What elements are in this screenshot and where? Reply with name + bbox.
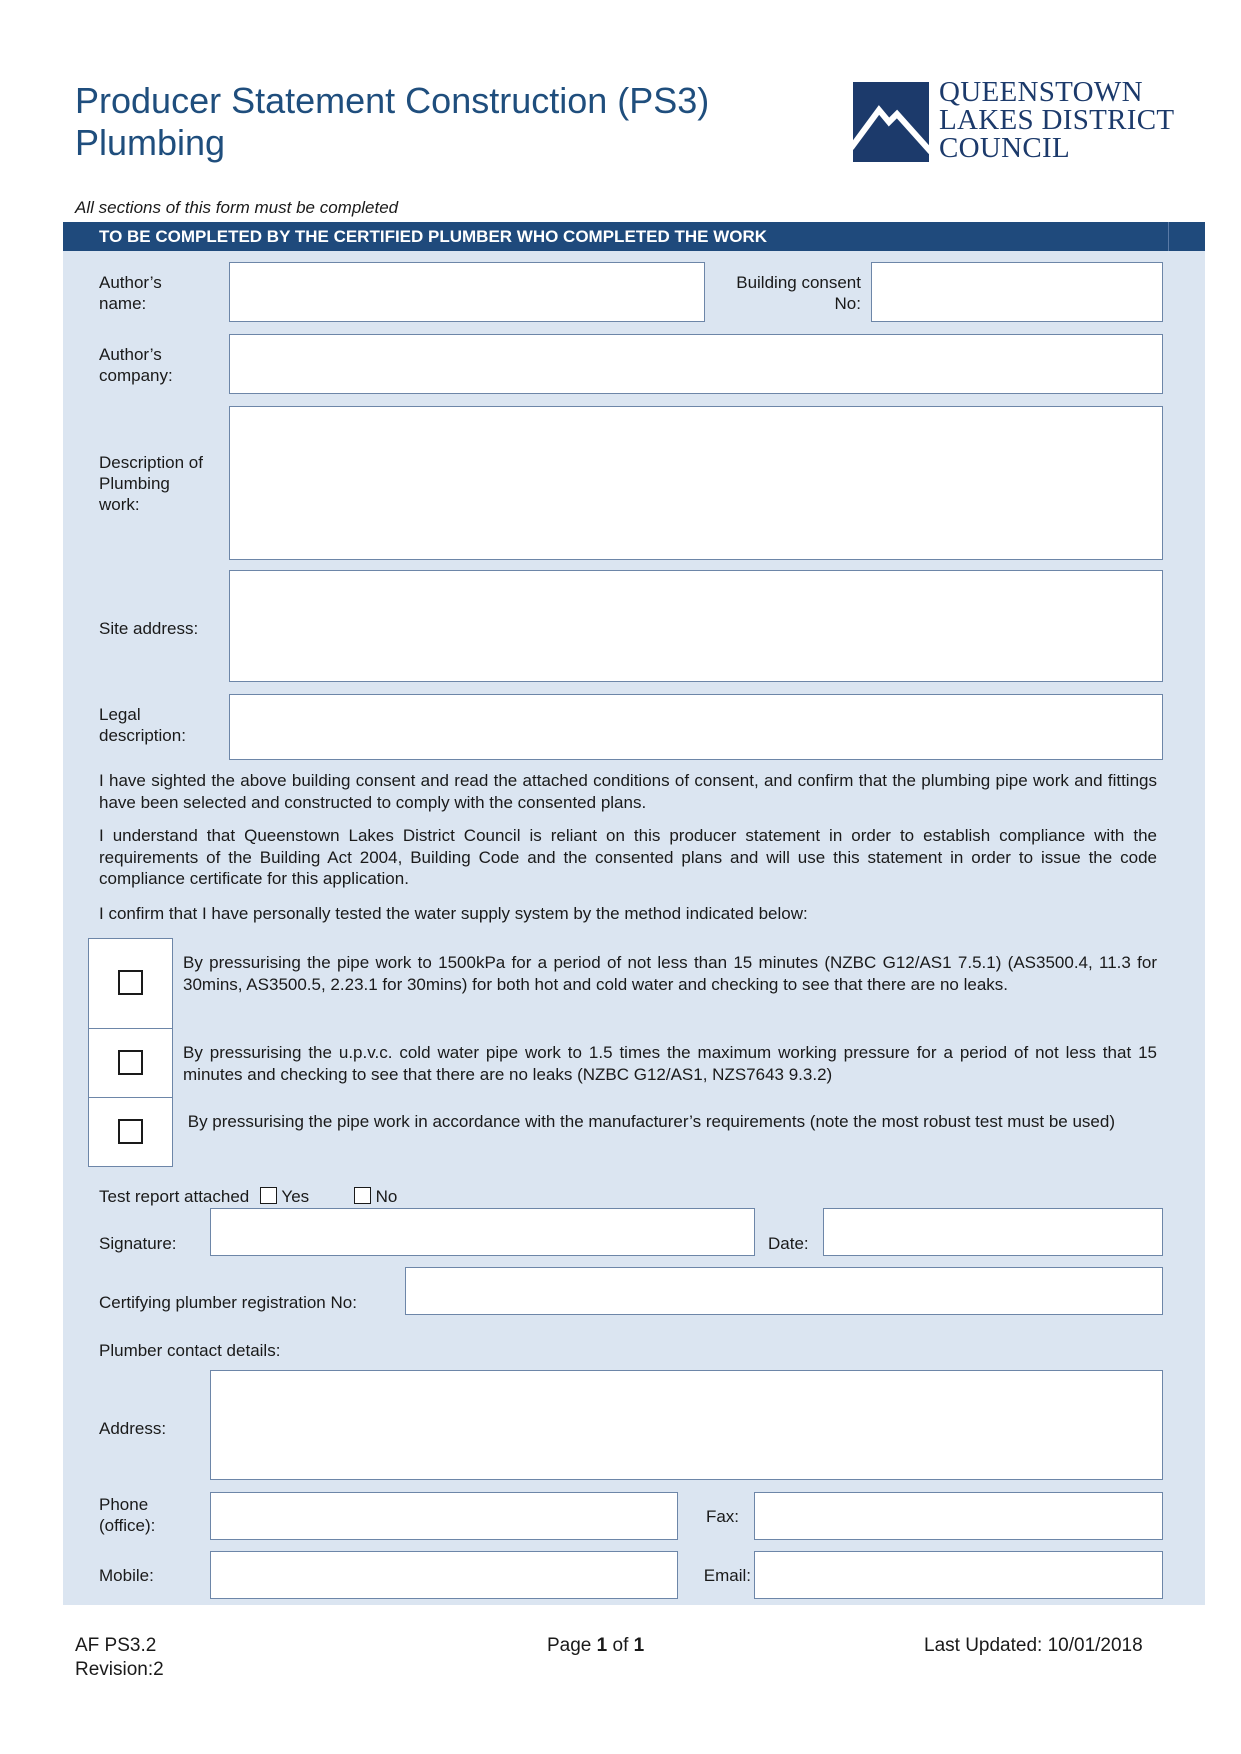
test-report-yes-checkbox[interactable]: [260, 1187, 277, 1204]
contact-address-label: Address:: [99, 1419, 167, 1438]
label-line: Description of: [99, 453, 203, 472]
label-line: description:: [99, 726, 186, 745]
label-line: company:: [99, 366, 173, 385]
contact-heading: Plumber contact details:: [99, 1341, 281, 1360]
page-of: of: [607, 1635, 634, 1656]
statement-reliance: I understand that Queenstown Lakes District Council is reliant on this producer statement in order to establish compliance with the requirements of the Building Act 2004, Building Code and the consented plans and will use this statement in order to issue the code compliance certificate for this application.: [99, 826, 1157, 888]
page-number: [547, 1634, 644, 1658]
date-label: Date:: [768, 1234, 809, 1253]
fax-field[interactable]: [754, 1492, 1163, 1540]
building-consent-field[interactable]: [871, 262, 1163, 322]
date-field[interactable]: [823, 1208, 1163, 1256]
phone-input[interactable]: [211, 1493, 677, 1539]
test-method-1-text: By pressurising the pipe work to 1500kPa for a period of not less than 15 minutes (NZBC G12/AS1 7.5.1) (AS3500.4, 11.3 for 30mins, AS3500.5, 2.23.1 for 30mins) for both hot and cold water and checking to see that there are no leaks.: [183, 953, 1157, 994]
label-line: Author’s: [99, 345, 162, 364]
site-address-field[interactable]: [229, 570, 1163, 682]
test-method-3-cell: [88, 1097, 173, 1167]
page-title: [75, 80, 709, 164]
statement-consent: I have sighted the above building consent and read the attached conditions of consent, and confirm that the plumbing pipe work and fittings have been selected and constructed to comply with the consented plans.: [99, 771, 1157, 812]
test-report-row: [99, 1186, 397, 1207]
test-report-no-checkbox[interactable]: [354, 1187, 371, 1204]
page-prefix: Page: [547, 1635, 597, 1656]
label-line: (office):: [99, 1516, 156, 1535]
label-line: No:: [834, 294, 861, 313]
test-report-yes-label: Yes: [281, 1187, 310, 1206]
section-header-text: TO BE COMPLETED BY THE CERTIFIED PLUMBER WHO COMPLETED THE WORK: [99, 227, 768, 246]
revision-text: Revision:2: [75, 1659, 164, 1680]
email-field[interactable]: [754, 1551, 1163, 1599]
label-line: Plumbing: [99, 474, 170, 493]
legal-description-input[interactable]: [230, 695, 1162, 759]
test-method-2-text: By pressurising the u.p.v.c. cold water pipe work to 1.5 times the maximum working pressure for a period of not less that 15 minutes and checking to see that there are no leaks (NZBC G12/AS1, NZS7643 9.3.2): [183, 1043, 1157, 1084]
logo-line-2: LAKES DISTRICT: [939, 104, 1175, 136]
form-code: [75, 1634, 164, 1682]
site-address-label: Site address:: [99, 619, 199, 638]
statement-tested: I confirm that I have personally tested the water supply system by the method indicated below:: [99, 904, 808, 923]
author-name-input[interactable]: [230, 263, 704, 321]
test-method-2-checkbox[interactable]: [118, 1050, 143, 1075]
label-line: Author’s: [99, 273, 162, 292]
description-label: [99, 452, 203, 515]
mobile-field[interactable]: [210, 1551, 678, 1599]
description-field[interactable]: [229, 406, 1163, 560]
contact-address-field[interactable]: [210, 1370, 1163, 1480]
label-line: work:: [99, 495, 140, 514]
council-logo: [853, 76, 1175, 164]
test-method-3-checkbox[interactable]: [118, 1119, 143, 1144]
building-consent-input[interactable]: [872, 263, 1162, 321]
last-updated: Last Updated: 10/01/2018: [924, 1635, 1143, 1656]
registration-label: Certifying plumber registration No:: [99, 1293, 357, 1312]
site-address-textarea[interactable]: [230, 571, 1162, 681]
description-textarea[interactable]: [230, 407, 1162, 559]
test-report-label: Test report attached: [99, 1187, 250, 1206]
test-method-1-cell: [88, 938, 173, 1029]
label-line: name:: [99, 294, 147, 313]
author-name-label: [99, 272, 162, 314]
test-report-no-label: No: [375, 1187, 398, 1206]
author-name-field[interactable]: [229, 262, 705, 322]
title-line-2: Plumbing: [75, 122, 226, 163]
date-input[interactable]: [824, 1209, 1162, 1255]
test-method-1-checkbox[interactable]: [118, 970, 143, 995]
phone-label: [99, 1494, 155, 1536]
signature-field[interactable]: [210, 1208, 755, 1256]
logo-line-1: QUEENSTOWN: [939, 76, 1143, 108]
label-line: Legal: [99, 705, 141, 724]
author-company-input[interactable]: [230, 335, 1162, 393]
section-header: [63, 222, 1205, 251]
mobile-input[interactable]: [211, 1552, 677, 1598]
form-code-text: AF PS3.2: [75, 1635, 157, 1656]
registration-input[interactable]: [406, 1268, 1162, 1314]
author-company-field[interactable]: [229, 334, 1163, 394]
form-instruction: All sections of this form must be completed: [75, 198, 399, 217]
email-label: Email:: [703, 1566, 751, 1585]
test-method-2-cell: [88, 1028, 173, 1098]
logo-line-3: COUNCIL: [939, 132, 1070, 164]
registration-field[interactable]: [405, 1267, 1163, 1315]
logo-wordmark: [939, 78, 1174, 162]
label-line: Building consent: [736, 273, 861, 292]
phone-field[interactable]: [210, 1492, 678, 1540]
plumber-section: [63, 222, 1205, 1605]
signature-label: Signature:: [99, 1234, 177, 1253]
building-consent-label: [711, 272, 861, 314]
mountain-logo-icon: [853, 82, 929, 162]
title-line-1: Producer Statement Construction (PS3): [75, 80, 710, 121]
label-line: Phone: [99, 1495, 149, 1514]
email-input[interactable]: [755, 1552, 1162, 1598]
author-company-label: [99, 344, 173, 386]
fax-input[interactable]: [755, 1493, 1162, 1539]
test-method-3-text: By pressurising the pipe work in accordance with the manufacturer’s requirements (note the most robust test must be used): [183, 1112, 1115, 1131]
page-total: 1: [633, 1635, 645, 1656]
fax-label: Fax:: [705, 1507, 739, 1526]
page-current: 1: [596, 1635, 608, 1656]
contact-address-textarea[interactable]: [211, 1371, 1162, 1479]
legal-description-label: [99, 704, 186, 746]
header-divider: [1168, 222, 1169, 251]
signature-input[interactable]: [211, 1209, 754, 1255]
mobile-label: Mobile:: [99, 1566, 154, 1585]
legal-description-field[interactable]: [229, 694, 1163, 760]
